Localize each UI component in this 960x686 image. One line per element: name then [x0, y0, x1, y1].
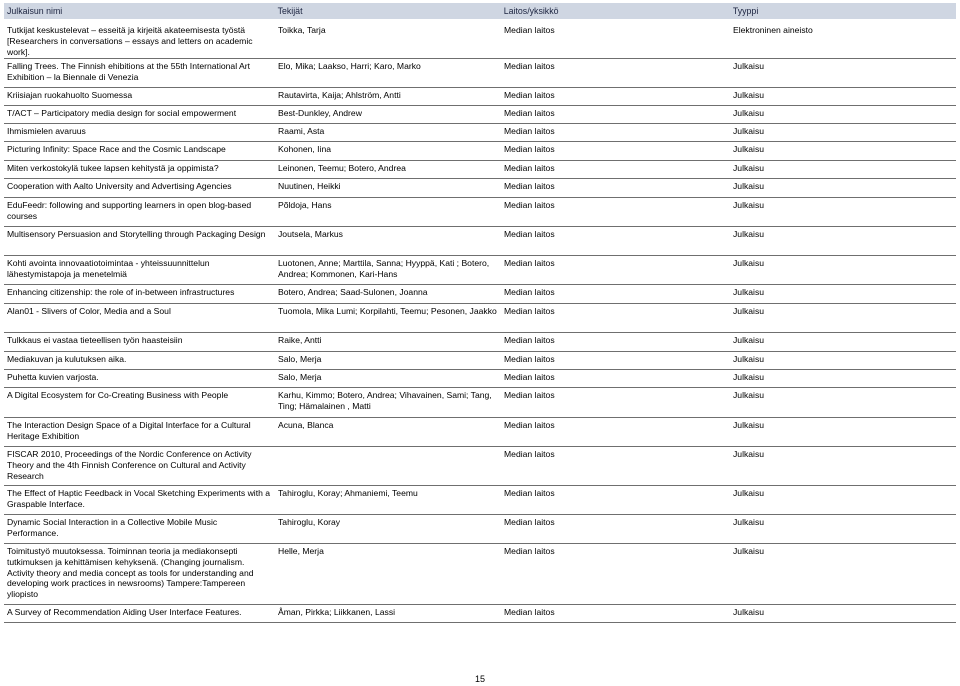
cell-title: Dynamic Social Interaction in a Collective Mobile Music Performance. — [7, 517, 218, 538]
header-unit: Laitos/yksikkö — [503, 5, 559, 16]
cell-title: The Effect of Haptic Feedback in Vocal Sketching Experiments with a Graspable Interface. — [7, 488, 271, 509]
cell-type: Julkaisu — [733, 546, 765, 556]
header-title: Julkaisun nimi — [7, 5, 63, 16]
table-row — [4, 23, 956, 59]
cell-unit: Median laitos — [504, 546, 555, 556]
cell-title: Toimitustyö muutoksessa. Toiminnan teoria ja mediakonsepti tutkimuksen ja kehittämisen kehyksenä. (Changing journalism. Activity theory and media concept as tools for understanding and developing work practices in newsrooms) Tampere:Tampereen yliopisto — [7, 546, 254, 600]
table-row — [4, 227, 956, 256]
cell-title: Ihmismielen avaruus — [7, 126, 86, 136]
cell-title: Kriisiajan ruokahuolto Suomessa — [7, 90, 133, 100]
cell-type: Julkaisu — [733, 372, 765, 382]
cell-unit: Median laitos — [504, 335, 555, 345]
cell-type: Julkaisu — [733, 108, 765, 118]
table-row — [4, 515, 956, 544]
cell-title: Cooperation with Aalto University and Advertising Agencies — [7, 181, 232, 191]
cell-authors: Kohonen, Iina — [278, 144, 332, 154]
table-row — [4, 486, 956, 515]
cell-unit: Median laitos — [504, 306, 555, 316]
cell-unit: Median laitos — [504, 258, 555, 268]
cell-unit: Median laitos — [504, 181, 555, 191]
cell-authors: Tuomola, Mika Lumi; Korpilahti, Teemu; Pesonen, Jaakko — [278, 306, 497, 316]
cell-title: Multisensory Persuasion and Storytelling through Packaging Design — [7, 229, 266, 239]
table-row — [4, 418, 956, 447]
cell-authors: Põldoja, Hans — [278, 200, 332, 210]
table-row — [4, 352, 956, 370]
cell-authors: Åman, Pirkka; Liikkanen, Lassi — [278, 607, 396, 617]
cell-title: Tutkijat keskustelevat – esseitä ja kirjeitä akateemisesta työstä [Researchers in conversations – essays and letters on academic work]. — [7, 25, 253, 57]
table-body — [4, 23, 956, 623]
cell-unit: Median laitos — [504, 287, 555, 297]
cell-type: Julkaisu — [733, 258, 765, 268]
cell-authors: Tahiroglu, Koray — [278, 517, 341, 527]
cell-title: EduFeedr: following and supporting learners in open blog-based courses — [7, 200, 252, 221]
cell-type: Julkaisu — [733, 200, 765, 210]
cell-unit: Median laitos — [504, 126, 555, 136]
cell-type: Julkaisu — [733, 335, 765, 345]
table-row — [4, 179, 956, 198]
cell-type: Julkaisu — [733, 354, 765, 364]
cell-title: Tulkkaus ei vastaa tieteellisen työn haasteisiin — [7, 335, 183, 345]
table-row — [4, 544, 956, 605]
cell-unit: Median laitos — [504, 420, 555, 430]
table-row — [4, 605, 956, 623]
page-number: 15 — [474, 674, 485, 684]
table-row — [4, 198, 956, 227]
cell-authors: Acuna, Blanca — [278, 420, 334, 430]
cell-authors: Leinonen, Teemu; Botero, Andrea — [278, 163, 406, 173]
cell-title: Alan01 - Slivers of Color, Media and a Soul — [7, 306, 171, 316]
cell-type: Julkaisu — [733, 287, 765, 297]
cell-authors: Luotonen, Anne; Marttila, Sanna; Hyyppä, Kati ; Botero, Andrea; Kommonen, Kari-Hans — [278, 258, 490, 279]
cell-unit: Median laitos — [504, 372, 555, 382]
cell-unit: Median laitos — [504, 390, 555, 400]
table-row — [4, 333, 956, 352]
table-row — [4, 447, 956, 486]
cell-unit: Median laitos — [504, 354, 555, 364]
cell-title: Puhetta kuvien varjosta. — [7, 372, 99, 382]
table-row — [4, 285, 956, 304]
cell-authors: Joutsela, Markus — [278, 229, 343, 239]
cell-unit: Median laitos — [504, 25, 555, 35]
cell-type: Julkaisu — [733, 420, 765, 430]
cell-title: T/ACT – Participatory media design for social empowerment — [7, 108, 237, 118]
table-row — [4, 59, 956, 88]
cell-title: Miten verkostokylä tukee lapsen kehitystä ja oppimista? — [7, 163, 219, 173]
cell-authors: Salo, Merja — [278, 372, 322, 382]
cell-unit: Median laitos — [504, 229, 555, 239]
cell-authors: Botero, Andrea; Saad-Sulonen, Joanna — [278, 287, 428, 297]
cell-authors: Raike, Antti — [278, 335, 322, 345]
cell-unit: Median laitos — [504, 607, 555, 617]
cell-unit: Median laitos — [504, 200, 555, 210]
cell-title: The Interaction Design Space of a Digital Interface for a Cultural Heritage Exhibition — [7, 420, 251, 441]
cell-title: Kohti avointa innovaatiotoimintaa - yhteissuunnittelun lähestymistapoja ja menetelmiä — [7, 258, 210, 279]
cell-unit: Median laitos — [504, 449, 555, 459]
cell-title: FISCAR 2010, Proceedings of the Nordic Conference on Activity Theory and the 4th Finnish Conference on Cultural and Activity Research — [7, 449, 252, 481]
cell-unit: Median laitos — [504, 517, 555, 527]
cell-type: Julkaisu — [733, 126, 765, 136]
cell-type: Julkaisu — [733, 163, 765, 173]
header-authors: Tekijät — [277, 5, 303, 16]
cell-type: Julkaisu — [733, 449, 765, 459]
cell-authors: Elo, Mika; Laakso, Harri; Karo, Marko — [278, 61, 421, 71]
cell-unit: Median laitos — [504, 108, 555, 118]
cell-unit: Median laitos — [504, 488, 555, 498]
table-row — [4, 142, 956, 161]
cell-type: Julkaisu — [733, 607, 765, 617]
cell-unit: Median laitos — [504, 144, 555, 154]
cell-type: Julkaisu — [733, 181, 765, 191]
table-row — [4, 88, 956, 106]
cell-type: Julkaisu — [733, 144, 765, 154]
cell-type: Julkaisu — [733, 306, 765, 316]
cell-authors: Toikka, Tarja — [278, 25, 326, 35]
cell-title: Mediakuvan ja kulutuksen aika. — [7, 354, 127, 364]
cell-title: A Digital Ecosystem for Co-Creating Business with People — [7, 390, 229, 400]
cell-authors: Helle, Merja — [278, 546, 324, 556]
cell-authors: Salo, Merja — [278, 354, 322, 364]
cell-type: Julkaisu — [733, 488, 765, 498]
table-header — [4, 3, 956, 19]
cell-authors: Raami, Asta — [278, 126, 325, 136]
table-row — [4, 161, 956, 179]
cell-unit: Median laitos — [504, 163, 555, 173]
table-row — [4, 304, 956, 333]
cell-authors: Nuutinen, Heikki — [278, 181, 341, 191]
table-row — [4, 370, 956, 388]
cell-authors: Best-Dunkley, Andrew — [278, 108, 362, 118]
cell-authors: Tahiroglu, Koray; Ahmaniemi, Teemu — [278, 488, 418, 498]
cell-title: Picturing Infinity: Space Race and the Cosmic Landscape — [7, 144, 226, 154]
cell-type: Julkaisu — [733, 517, 765, 527]
cell-title: A Survey of Recommendation Aiding User Interface Features. — [7, 607, 242, 617]
header-type: Tyyppi — [732, 5, 759, 16]
cell-authors: Karhu, Kimmo; Botero, Andrea; Vihavainen, Sami; Tang, Ting; Hämalainen , Matti — [278, 390, 492, 411]
table-row — [4, 124, 956, 142]
cell-type: Julkaisu — [733, 229, 765, 239]
cell-type: Julkaisu — [733, 390, 765, 400]
cell-unit: Median laitos — [504, 90, 555, 100]
cell-authors: Rautavirta, Kaija; Ahlström, Antti — [278, 90, 401, 100]
table-row — [4, 256, 956, 285]
cell-title: Enhancing citizenship: the role of in-between infrastructures — [7, 287, 235, 297]
cell-type: Julkaisu — [733, 90, 765, 100]
table-row — [4, 106, 956, 124]
publication-table — [4, 3, 956, 617]
cell-authors — [275, 449, 501, 482]
cell-title: Falling Trees. The Finnish ehibitions at the 55th International Art Exhibition – la Biennale di Venezia — [7, 61, 250, 82]
table-row — [4, 388, 956, 418]
cell-type: Julkaisu — [733, 61, 765, 71]
cell-type: Elektroninen aineisto — [733, 25, 813, 35]
cell-unit: Median laitos — [504, 61, 555, 71]
